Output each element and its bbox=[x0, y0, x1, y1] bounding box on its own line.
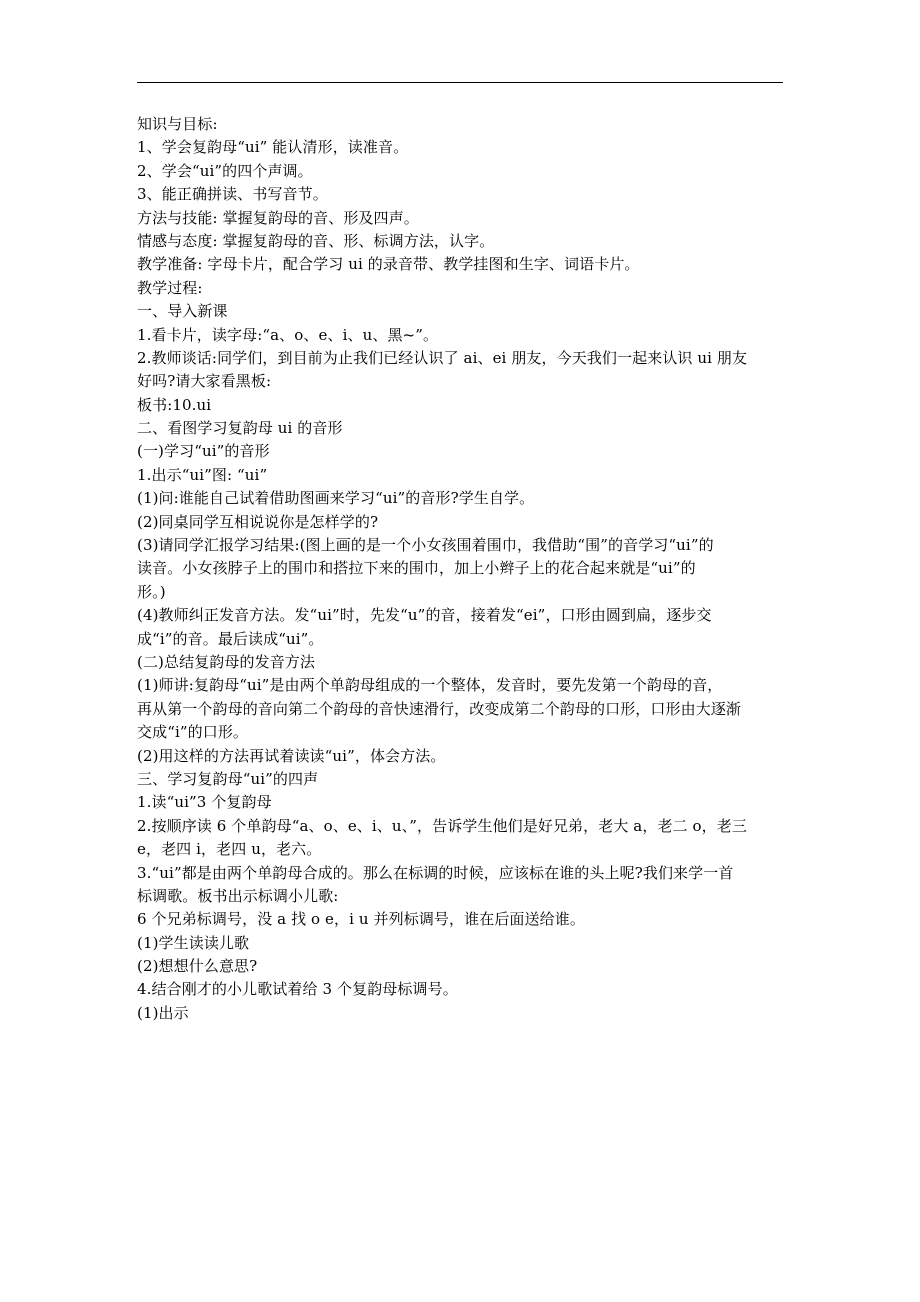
text-line: 形。) bbox=[137, 582, 166, 601]
text-line: 读音。小女孩脖子上的围巾和搭拉下来的围巾，加上小辫子上的花合起来就是“ui”的 bbox=[137, 559, 696, 578]
text-line: 1.出示“ui”图: “ui” bbox=[137, 465, 268, 484]
text-line: 2、学会“ui”的四个声调。 bbox=[137, 161, 313, 180]
text-line: 好吗?请大家看黑板: bbox=[137, 372, 272, 391]
text-line: e，老四 i，老四 u，老六。 bbox=[137, 840, 322, 859]
text-line: 再从第一个韵母的音向第二个韵母的音快速滑行，改变成第二个韵母的口形，口形由大逐渐 bbox=[137, 699, 742, 718]
text-line: 1.读“ui”3 个复韵母 bbox=[137, 793, 272, 812]
subsection-heading: (一)学习“ui”的音形 bbox=[137, 442, 270, 461]
section-heading: 二、看图学习复韵母 ui 的音形 bbox=[137, 419, 343, 438]
text-line: 3、能正确拼读、书写音节。 bbox=[137, 185, 328, 204]
text-line: 教学准备: 字母卡片，配合学习 ui 的录音带、教学挂图和生字、词语卡片。 bbox=[137, 255, 640, 274]
text-line: (2)同桌同学互相说说你是怎样学的? bbox=[137, 512, 379, 531]
text-line: (1)出示 bbox=[137, 1003, 189, 1022]
text-line: 1、学会复韵母“ui” 能认清形，读准音。 bbox=[137, 138, 409, 157]
text-line: (4)教师纠正发音方法。发“ui”时，先发“u”的音，接着发“ei”，口形由圆到扁，逐步交 bbox=[137, 606, 712, 625]
text-line: (3)请同学汇报学习结果:(图上画的是一个小女孩围着围巾，我借助“围”的音学习“ui”的 bbox=[137, 536, 714, 555]
section-heading: 一、导入新课 bbox=[137, 302, 228, 321]
text-line: 成“i”的音。最后读成“ui”。 bbox=[137, 629, 324, 648]
heading-teaching-process: 教学过程: bbox=[137, 278, 203, 297]
text-line: 1.看卡片，读字母:“a、o、e、i、u、黑~”。 bbox=[137, 325, 439, 344]
heading-knowledge-goals: 知识与目标: bbox=[137, 115, 218, 133]
document-body bbox=[137, 113, 785, 1025]
text-line: 板书:10.ui bbox=[137, 395, 212, 414]
text-line: (1)问:谁能自己试着借助图画来学习“ui”的音形?学生自学。 bbox=[137, 489, 535, 508]
text-line: 2.按顺序读 6 个单韵母“a、o、e、i、u、”，告诉学生他们是好兄弟，老大 a，老二 o，老三 bbox=[137, 816, 747, 835]
section-heading: 三、学习复韵母“ui”的四声 bbox=[137, 769, 319, 788]
text-line: 方法与技能: 掌握复韵母的音、形及四声。 bbox=[137, 208, 419, 227]
text-line: 3.“ui”都是由两个单韵母合成的。那么在标调的时候，应该标在谁的头上呢?我们来学一首 bbox=[137, 863, 734, 882]
subsection-heading: (二)总结复韵母的发音方法 bbox=[137, 652, 316, 671]
text-line: 标调歌。板书出示标调小儿歌: bbox=[137, 886, 339, 905]
text-line: (1)学生读读儿歌 bbox=[137, 933, 250, 952]
text-line: 情感与态度: 掌握复韵母的音、形、标调方法，认字。 bbox=[137, 231, 495, 250]
text-line: 4.结合刚才的小儿歌试着给 3 个复韵母标调号。 bbox=[137, 980, 458, 999]
text-line: 2.教师谈话:同学们，到目前为止我们已经认识了 ai、ei 朋友，今天我们一起来认识 ui 朋友 bbox=[137, 348, 748, 367]
text-line: 6 个兄弟标调号，没 a 找 o e，i u 并列标调号，谁在后面送给谁。 bbox=[137, 910, 585, 929]
text-line: 交成“i”的口形。 bbox=[137, 723, 249, 742]
text-line: (2)用这样的方法再试着读读“ui”，体会方法。 bbox=[137, 746, 446, 765]
text-line: (1)师讲:复韵母“ui”是由两个单韵母组成的一个整体，发音时，要先发第一个韵母的音， bbox=[137, 676, 723, 695]
header-rule bbox=[137, 82, 783, 83]
text-line: (2)想想什么意思? bbox=[137, 957, 258, 976]
